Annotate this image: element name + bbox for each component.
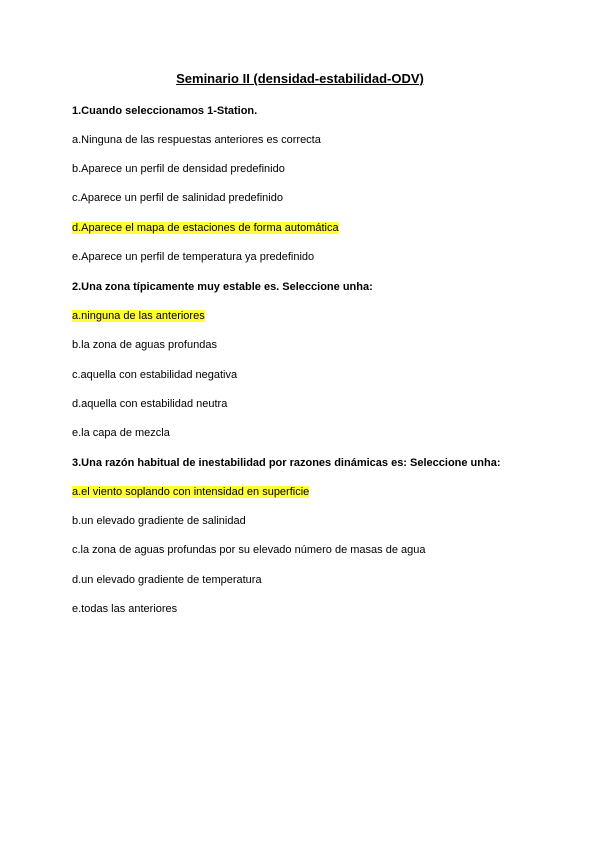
option-text: c.la zona de aguas profundas por su elevado número de masas de agua [72, 544, 426, 556]
question-3-option-b [72, 514, 246, 528]
option-text: c.aquella con estabilidad negativa [72, 369, 238, 381]
option-text: b.un elevado gradiente de salinidad [72, 515, 246, 527]
option-text: c.Aparece un perfil de salinidad predefinido [72, 192, 283, 204]
option-text: b.Aparece un perfil de densidad predefinido [72, 163, 285, 175]
question-1-prompt: 1.Cuando seleccionamos 1-Station. [72, 105, 258, 117]
question-1-option-a [72, 133, 321, 147]
option-text-highlighted: a.el viento soplando con intensidad en superficie [72, 486, 310, 498]
question-3-option-c [72, 543, 425, 557]
question-3-prompt: 3.Una razón habitual de inestabilidad por razones dinámicas es: Seleccione unha: [72, 457, 501, 469]
question-3-option-e [72, 602, 177, 616]
option-text-highlighted: d.Aparece el mapa de estaciones de forma automática [72, 222, 339, 234]
option-text: e.la capa de mezcla [72, 427, 170, 439]
question-2-option-d [72, 397, 227, 411]
option-text: d.un elevado gradiente de temperatura [72, 574, 262, 586]
question-1-option-b [72, 162, 285, 176]
question-2-option-c [72, 368, 237, 382]
option-text: e.Aparece un perfil de temperatura ya predefinido [72, 251, 315, 263]
question-1-option-e [72, 250, 314, 264]
question-3-option-d [72, 573, 262, 587]
question-2-option-e [72, 426, 170, 440]
option-text: b.la zona de aguas profundas [72, 339, 217, 351]
question-2-option-b [72, 338, 217, 352]
question-1-option-c [72, 191, 283, 205]
option-text-highlighted: a.ninguna de las anteriores [72, 310, 205, 322]
question-3-option-a [72, 485, 309, 499]
page-title: Seminario II (densidad-estabilidad-ODV) [176, 71, 424, 86]
option-text: e.todas las anteriores [72, 603, 178, 615]
question-1-option-d [72, 221, 339, 235]
question-2-prompt: 2.Una zona típicamente muy estable es. Seleccione unha: [72, 281, 373, 293]
question-2-option-a [72, 309, 205, 323]
option-text: a.Ninguna de las respuestas anteriores es correcta [72, 134, 321, 146]
option-text: d.aquella con estabilidad neutra [72, 398, 228, 410]
